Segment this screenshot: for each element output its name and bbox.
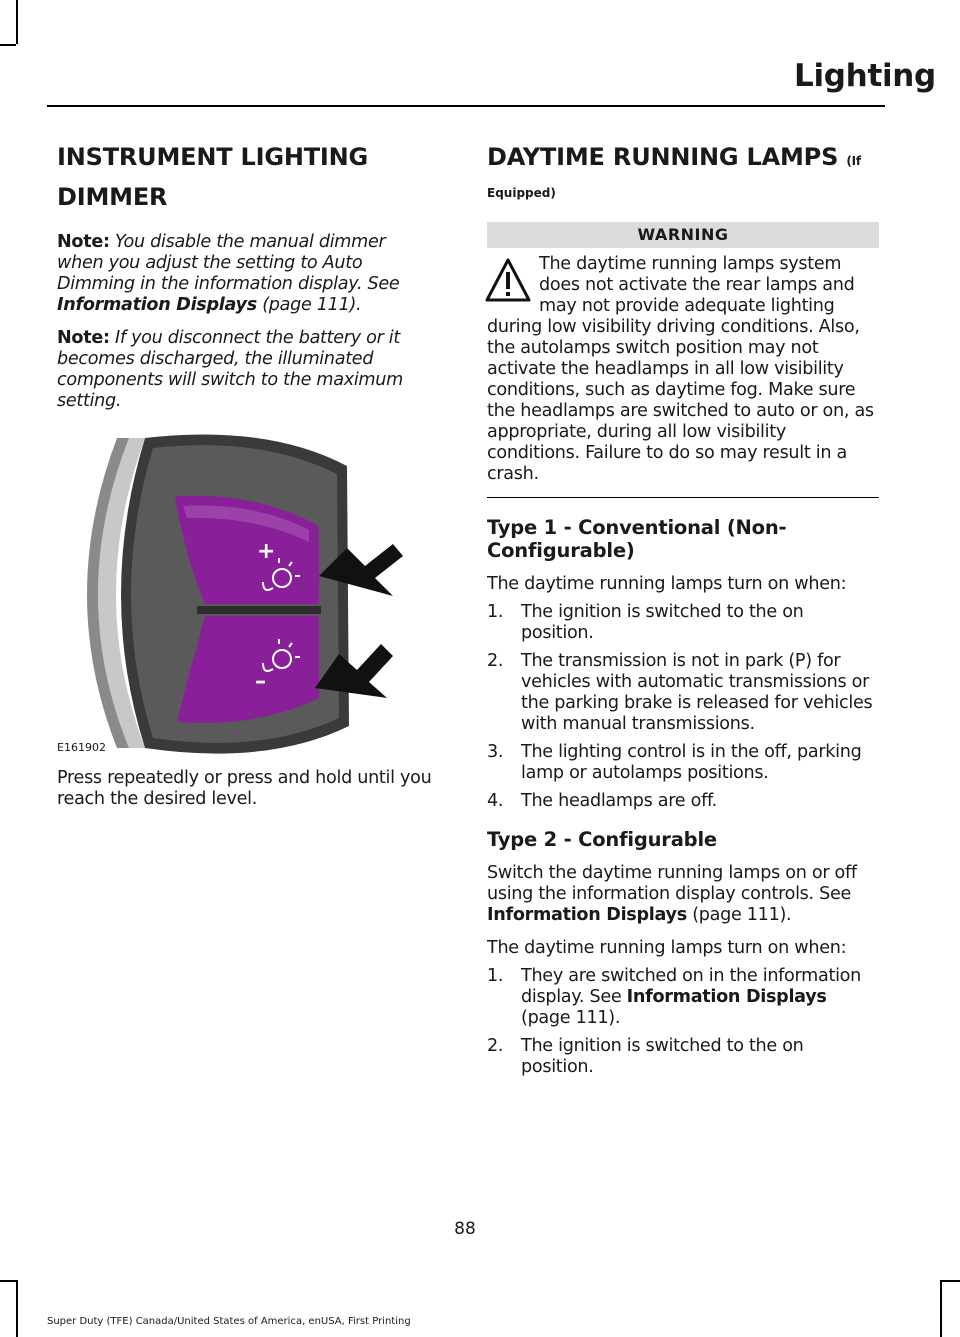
header-divider: [47, 105, 885, 107]
dimmer-switch-image: [57, 426, 437, 756]
svg-text:+: +: [257, 539, 276, 564]
warning-title: WARNING: [487, 222, 879, 248]
right-column: [487, 140, 879, 1078]
section-heading-daytime-running-lamps: DAYTIME RUNNING LAMPS (If: [487, 143, 861, 171]
list-item: 1. They are switched on in the information display. See Information Displays (page 111).: [487, 966, 861, 1028]
type1-list: [487, 602, 879, 812]
note-battery: Note: If you disconnect the battery or it becomes discharged, the illuminated components will switch to the maximum setting.: [57, 328, 403, 411]
crop-mark: [942, 1280, 960, 1282]
page-number: 88: [454, 1219, 476, 1239]
crop-mark: [940, 1280, 942, 1337]
type2-heading: Type 2 - Configurable: [487, 828, 717, 851]
warning-divider: [487, 497, 879, 498]
crop-mark: [16, 1280, 18, 1337]
crop-mark: [16, 0, 18, 44]
type2-list: [487, 966, 879, 1078]
crop-mark: [0, 1280, 16, 1282]
type2-intro: The daytime running lamps turn on when:: [487, 938, 847, 958]
warning-triangle-icon: [483, 256, 533, 310]
figure-code: E161902: [57, 741, 106, 754]
list-item: 2. The transmission is not in park (P) for vehicles with automatic transmissions or the parking brake is released for vehicles with manual transmissions.: [487, 651, 873, 734]
warning-box: [487, 254, 879, 485]
type1-heading: Type 1 - Conventional (Non-Configurable): [487, 516, 787, 562]
list-item: 2. The ignition is switched to the on position.: [487, 1036, 804, 1077]
list-item: 4. The headlamps are off.: [487, 791, 717, 811]
left-column: [57, 140, 437, 810]
section-heading-instrument-lighting: INSTRUMENT LIGHTING DIMMER: [57, 143, 369, 211]
page-title: Lighting: [794, 58, 936, 94]
type1-intro: The daytime running lamps turn on when:: [487, 574, 847, 594]
crop-mark: [0, 44, 16, 46]
list-item: 1. The ignition is switched to the on position.: [487, 602, 804, 643]
link-information-displays[interactable]: Information Displays: [626, 987, 827, 1007]
warning-text: The daytime running lamps system does not activate the rear lamps and may not provide adequate lighting during low visibility driving conditions. Also, the autolamps switch position may not activate the headlamps in all low visibility conditions, such as daytime fog. Make sure the headlamps are switched to auto or on, as appropriate, during all low visibility conditions. Failure to do so may result in a crash.: [487, 254, 874, 484]
svg-text:–: –: [255, 669, 266, 694]
dimmer-switch-illustration: [57, 426, 437, 756]
type2-paragraph: Switch the daytime running lamps on or off using the information display controls. See Information Displays (page 111).: [487, 863, 857, 925]
note-manual-dimmer: Note: You disable the manual dimmer when you adjust the setting to Auto Dimming in the information display. See Information Displays (page 111).: [57, 232, 400, 315]
link-information-displays[interactable]: Information Displays: [57, 295, 257, 315]
press-instructions: Press repeatedly or press and hold until you reach the desired level.: [57, 768, 432, 809]
list-item: 3. The lighting control is in the off, parking lamp or autolamps positions.: [487, 742, 862, 783]
heading-equipped: Equipped): [487, 186, 556, 200]
footer-text: Super Duty (TFE) Canada/United States of America, enUSA, First Printing: [47, 1316, 411, 1327]
link-information-displays[interactable]: Information Displays: [487, 905, 687, 925]
